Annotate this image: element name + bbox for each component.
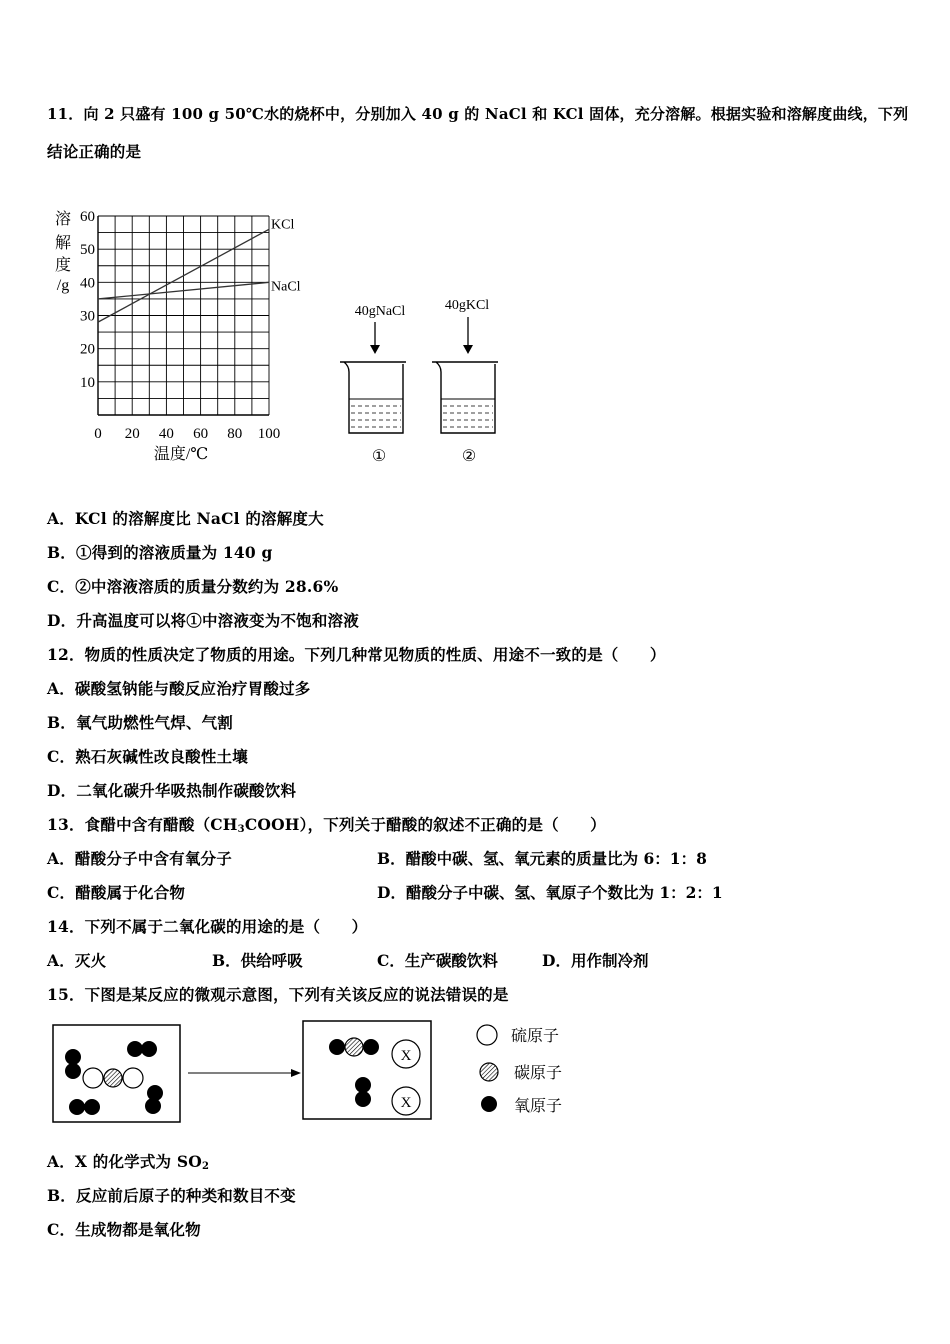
q13-stem	[47, 813, 606, 835]
beaker1-number: ①	[371, 448, 387, 465]
q13-stem-post: COOH），下列关于醋酸的叙述不正确的是（ ）	[244, 815, 606, 834]
beaker-1	[340, 362, 406, 433]
x-label: X	[400, 1048, 412, 1064]
oxygen-molecule	[69, 1099, 100, 1115]
q13-stem-sub: 3	[237, 824, 245, 835]
x-molecule	[392, 1087, 420, 1115]
q13-option-a: A．醋酸分子中含有氧分子	[47, 849, 232, 868]
q15-option-a-text: A．X 的化学式为 SO	[47, 1152, 202, 1171]
series-label-nacl: NaCl	[271, 279, 301, 295]
series-label-kcl: KCl	[271, 217, 295, 233]
legend-sulfur: 硫原子	[511, 1028, 560, 1045]
q12-stem: 12．物质的性质决定了物质的用途。下列几种常见物质的性质、用途不一致的是（ ）	[47, 645, 666, 664]
solubility-chart	[40, 200, 330, 470]
q12-option-b: B．氧气助燃性气焊、气割	[47, 713, 234, 732]
q14-option-d: D．用作制冷剂	[542, 951, 649, 970]
q11-stem-line1: 11．向 2 只盛有 100 g 50℃水的烧杯中，分别加入 40 g 的 NaCl 和 KCl 固体，充分溶解。根据实验和溶解度曲线，下列	[47, 105, 909, 123]
q12-option-a: A．碳酸氢钠能与酸反应治疗胃酸过多	[47, 679, 311, 698]
beakers-figure	[330, 290, 520, 470]
oxygen-atom-icon	[481, 1096, 497, 1112]
y-axis-label-char: /g	[56, 277, 70, 294]
oxygen-molecule	[145, 1085, 163, 1114]
q12-option-d: D．二氧化碳升华吸热制作碳酸饮料	[47, 781, 297, 800]
q12-option-c: C．熟石灰碱性改良酸性土壤	[47, 747, 248, 766]
oxygen-molecule	[65, 1049, 81, 1079]
reaction-diagram	[45, 1015, 605, 1130]
q11-option-c: C．②中溶液溶质的质量分数约为 28.6%	[47, 577, 339, 596]
beaker2-label: 40gKCl	[444, 298, 490, 313]
x-label: X	[400, 1095, 412, 1111]
q11-option-a: A．KCl 的溶解度比 NaCl 的溶解度大	[47, 509, 324, 528]
x-tick-label: 40	[158, 426, 174, 442]
beaker1-label: 40gNaCl	[354, 304, 406, 319]
q11-option-b: B．①得到的溶液质量为 140 g	[47, 543, 273, 562]
carbon-disulfide-molecule	[83, 1068, 143, 1088]
x-molecule	[392, 1040, 420, 1068]
y-axis-label-char: 溶	[54, 211, 72, 228]
q11-stem-line2: 结论正确的是	[47, 142, 142, 161]
beaker-2	[432, 362, 498, 433]
x-tick-label: 60	[193, 426, 209, 442]
y-tick-label: 50	[80, 242, 95, 259]
q14-option-b: B．供给呼吸	[212, 951, 303, 970]
reaction-arrow	[188, 1069, 301, 1077]
q14-option-a: A．灭火	[47, 951, 107, 970]
q15-stem: 15．下图是某反应的微观示意图，下列有关该反应的说法错误的是	[47, 985, 509, 1004]
oxygen-molecule	[127, 1041, 157, 1057]
sulfur-atom-icon	[477, 1025, 497, 1045]
q15-option-a	[47, 1150, 209, 1172]
carbon-atom-icon	[480, 1063, 498, 1081]
x-tick-label: 80	[227, 426, 243, 442]
legend-oxygen: 氧原子	[514, 1098, 563, 1115]
q13-option-d: D．醋酸分子中碳、氢、氧原子个数比为 1：2：1	[377, 883, 723, 902]
arrow-1	[370, 322, 380, 354]
x-tick-label: 20	[124, 426, 140, 442]
legend-carbon: 碳原子	[514, 1065, 563, 1082]
chart-x-ticks	[94, 426, 280, 442]
y-tick-label: 10	[80, 374, 95, 391]
chart-ylabel	[55, 210, 71, 294]
q14-stem: 14．下列不属于二氧化碳的用途的是（ ）	[47, 917, 368, 936]
y-axis-label-char: 解	[54, 235, 72, 252]
q11-option-d: D．升高温度可以将①中溶液变为不饱和溶液	[47, 611, 359, 630]
q13-stem-pre: 13．食醋中含有醋酸（CH	[47, 815, 238, 834]
carbon-dioxide-molecule	[329, 1038, 379, 1056]
y-tick-label: 30	[80, 308, 95, 325]
chart-y-ticks	[80, 209, 95, 391]
chart-grid	[98, 216, 269, 415]
legend	[477, 1025, 562, 1115]
q13-option-c: C．醋酸属于化合物	[47, 883, 186, 902]
q13-option-b: B．醋酸中碳、氢、氧元素的质量比为 6：1：8	[377, 849, 707, 868]
y-tick-label: 20	[80, 341, 95, 358]
y-tick-label: 40	[80, 275, 95, 292]
y-tick-label: 60	[80, 209, 95, 225]
chart-xlabel: 温度/℃	[153, 446, 209, 463]
q15-option-b: B．反应前后原子的种类和数目不变	[47, 1186, 296, 1205]
y-axis-label-char: 度	[54, 257, 72, 274]
arrow-2	[463, 317, 473, 354]
oxygen-molecule	[355, 1077, 371, 1107]
q15-option-c: C．生成物都是氧化物	[47, 1220, 201, 1239]
q15-option-a-sub: 2	[201, 1161, 210, 1172]
x-tick-label: 0	[94, 426, 102, 442]
x-tick-label: 100	[257, 426, 281, 442]
beaker2-number: ②	[461, 448, 477, 465]
q14-option-c: C．生产碳酸饮料	[377, 951, 498, 970]
